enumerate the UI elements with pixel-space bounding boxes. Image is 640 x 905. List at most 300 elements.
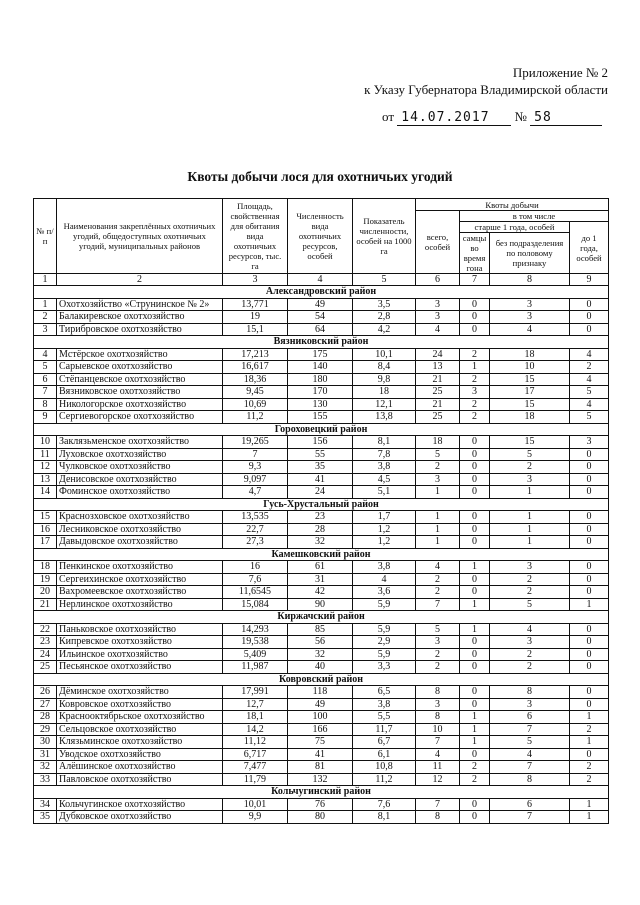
col-area-header: Площадь, свойственная для обитания вида охотничьих ресурсов, тыс. га xyxy=(223,199,288,274)
quota-young: 0 xyxy=(570,561,609,574)
table-row xyxy=(34,661,609,674)
quota-young: 2 xyxy=(570,773,609,786)
quota-table xyxy=(33,198,609,824)
quota-total: 4 xyxy=(416,561,460,574)
quota-males: 0 xyxy=(460,811,490,824)
row-num: 29 xyxy=(34,723,57,736)
area-value: 6,717 xyxy=(223,748,288,761)
quota-young: 0 xyxy=(570,473,609,486)
area-value: 9,097 xyxy=(223,473,288,486)
quota-total: 7 xyxy=(416,798,460,811)
row-num: 20 xyxy=(34,586,57,599)
area-value: 14,293 xyxy=(223,623,288,636)
quota-males: 0 xyxy=(460,698,490,711)
count-value: 85 xyxy=(288,623,353,636)
hunting-ground-name: Павловское охотхозяйство xyxy=(57,773,223,786)
area-value: 11,987 xyxy=(223,661,288,674)
quota-total: 3 xyxy=(416,473,460,486)
hunting-ground-name: Денисовское охотхозяйство xyxy=(57,473,223,486)
hunting-ground-name: Уводское охотхозяйство xyxy=(57,748,223,761)
table-row xyxy=(34,686,609,699)
quota-nodiv: 8 xyxy=(490,773,570,786)
quota-males: 1 xyxy=(460,623,490,636)
hunting-ground-name: Давыдовское охотхозяйство xyxy=(57,536,223,549)
density-value: 13,8 xyxy=(353,411,416,424)
density-value: 5,9 xyxy=(353,648,416,661)
district-row xyxy=(34,423,609,436)
hunting-ground-name: Песьянское охотхозяйство xyxy=(57,661,223,674)
quota-young: 0 xyxy=(570,511,609,524)
hunting-ground-name: Ильинское охотхозяйство xyxy=(57,648,223,661)
density-value: 5,5 xyxy=(353,711,416,724)
area-value: 10,69 xyxy=(223,398,288,411)
quota-nodiv: 5 xyxy=(490,448,570,461)
table-row xyxy=(34,648,609,661)
quota-young: 0 xyxy=(570,573,609,586)
count-value: 40 xyxy=(288,661,353,674)
quota-males: 0 xyxy=(460,511,490,524)
table-row xyxy=(34,723,609,736)
density-value: 2,8 xyxy=(353,311,416,324)
area-value: 17,213 xyxy=(223,348,288,361)
count-value: 180 xyxy=(288,373,353,386)
table-row xyxy=(34,511,609,524)
quota-nodiv: 2 xyxy=(490,648,570,661)
quota-young: 0 xyxy=(570,486,609,499)
count-value: 55 xyxy=(288,448,353,461)
quota-nodiv: 10 xyxy=(490,361,570,374)
count-value: 81 xyxy=(288,761,353,774)
table-row xyxy=(34,386,609,399)
row-num: 11 xyxy=(34,448,57,461)
area-value: 13,771 xyxy=(223,298,288,311)
density-value: 3,5 xyxy=(353,298,416,311)
area-value: 19,538 xyxy=(223,636,288,649)
quota-young: 0 xyxy=(570,686,609,699)
quota-young: 0 xyxy=(570,636,609,649)
count-value: 132 xyxy=(288,773,353,786)
hunting-ground-name: Сельцовское охотхозяйство xyxy=(57,723,223,736)
col-count-header: Численность вида охотничьих ресурсов, особей xyxy=(288,199,353,274)
quota-males: 2 xyxy=(460,373,490,386)
hunting-ground-name: Краснозховское охотхозяйство xyxy=(57,511,223,524)
count-value: 156 xyxy=(288,436,353,449)
table-row xyxy=(34,523,609,536)
area-value: 15,1 xyxy=(223,323,288,336)
row-num: 28 xyxy=(34,711,57,724)
table-row xyxy=(34,586,609,599)
area-value: 14,2 xyxy=(223,723,288,736)
table-row xyxy=(34,323,609,336)
quota-nodiv: 8 xyxy=(490,686,570,699)
index-cell: 1 xyxy=(34,274,57,286)
quota-males: 0 xyxy=(460,486,490,499)
count-value: 118 xyxy=(288,686,353,699)
table-row xyxy=(34,461,609,474)
table-row xyxy=(34,623,609,636)
row-num: 32 xyxy=(34,761,57,774)
hunting-ground-name: Охотхозяйство «Струнинское № 2» xyxy=(57,298,223,311)
district-name: Александровский район xyxy=(34,286,609,299)
density-value: 2,9 xyxy=(353,636,416,649)
quota-total: 4 xyxy=(416,323,460,336)
hunting-ground-name: Тирибровское охотхозяйство xyxy=(57,323,223,336)
quota-nodiv: 5 xyxy=(490,598,570,611)
quota-total: 2 xyxy=(416,661,460,674)
row-num: 15 xyxy=(34,511,57,524)
quota-nodiv: 3 xyxy=(490,311,570,324)
quota-total: 1 xyxy=(416,523,460,536)
quota-young: 2 xyxy=(570,761,609,774)
quota-nodiv: 18 xyxy=(490,348,570,361)
table-row xyxy=(34,298,609,311)
quota-males: 1 xyxy=(460,736,490,749)
count-value: 32 xyxy=(288,648,353,661)
area-value: 9,9 xyxy=(223,811,288,824)
quota-total: 1 xyxy=(416,486,460,499)
district-name: Гусь-Хрустальный район xyxy=(34,498,609,511)
quota-males: 1 xyxy=(460,723,490,736)
quota-nodiv: 3 xyxy=(490,473,570,486)
quota-nodiv: 1 xyxy=(490,511,570,524)
decree-date-line xyxy=(382,109,602,126)
table-row xyxy=(34,561,609,574)
index-cell: 7 xyxy=(460,274,490,286)
index-cell: 2 xyxy=(57,274,223,286)
hunting-ground-name: Сергиевогорское охотхозяйство xyxy=(57,411,223,424)
area-value: 27,3 xyxy=(223,536,288,549)
quota-nodiv: 4 xyxy=(490,748,570,761)
decree-number: 58 xyxy=(530,110,602,126)
quota-males: 0 xyxy=(460,436,490,449)
quota-nodiv: 2 xyxy=(490,461,570,474)
area-value: 11,2 xyxy=(223,411,288,424)
quota-males: 3 xyxy=(460,386,490,399)
hunting-ground-name: Сергеихинское охотхозяйство xyxy=(57,573,223,586)
area-value: 18,1 xyxy=(223,711,288,724)
quota-nodiv: 7 xyxy=(490,723,570,736)
district-name: Камешковский район xyxy=(34,548,609,561)
quota-young: 0 xyxy=(570,311,609,324)
quota-total: 5 xyxy=(416,623,460,636)
quota-total: 8 xyxy=(416,711,460,724)
count-value: 80 xyxy=(288,811,353,824)
hunting-ground-name: Вахромеевское охотхозяйство xyxy=(57,586,223,599)
hunting-ground-name: Дубковское охотхозяйство xyxy=(57,811,223,824)
row-num: 16 xyxy=(34,523,57,536)
row-num: 26 xyxy=(34,686,57,699)
count-value: 49 xyxy=(288,698,353,711)
density-value: 3,3 xyxy=(353,661,416,674)
area-value: 10,01 xyxy=(223,798,288,811)
quota-males: 1 xyxy=(460,361,490,374)
table-row xyxy=(34,486,609,499)
quota-young: 0 xyxy=(570,448,609,461)
quota-total: 1 xyxy=(416,536,460,549)
quota-young: 0 xyxy=(570,298,609,311)
quota-nodiv: 7 xyxy=(490,761,570,774)
area-value: 7 xyxy=(223,448,288,461)
quota-nodiv: 6 xyxy=(490,711,570,724)
quota-nodiv: 4 xyxy=(490,623,570,636)
count-value: 170 xyxy=(288,386,353,399)
count-value: 155 xyxy=(288,411,353,424)
density-value: 4,5 xyxy=(353,473,416,486)
hunting-ground-name: Чулковское охотхозяйство xyxy=(57,461,223,474)
row-num: 2 xyxy=(34,311,57,324)
hunting-ground-name: Сарыевское охотхозяйство xyxy=(57,361,223,374)
count-value: 54 xyxy=(288,311,353,324)
quota-nodiv: 15 xyxy=(490,373,570,386)
quota-nodiv: 3 xyxy=(490,698,570,711)
area-value: 11,79 xyxy=(223,773,288,786)
row-num: 8 xyxy=(34,398,57,411)
row-num: 1 xyxy=(34,298,57,311)
area-value: 11,12 xyxy=(223,736,288,749)
district-name: Киржачский район xyxy=(34,611,609,624)
quota-males: 0 xyxy=(460,461,490,474)
quota-nodiv: 7 xyxy=(490,811,570,824)
table-row xyxy=(34,798,609,811)
hunting-ground-name: Балакиревское охотхозяйство xyxy=(57,311,223,324)
table-row xyxy=(34,411,609,424)
quota-males: 0 xyxy=(460,298,490,311)
count-value: 75 xyxy=(288,736,353,749)
quota-nodiv: 15 xyxy=(490,398,570,411)
area-value: 5,409 xyxy=(223,648,288,661)
hunting-ground-name: Пенкинское охотхозяйство xyxy=(57,561,223,574)
decree-date: 14.07.2017 xyxy=(397,110,511,126)
quota-males: 0 xyxy=(460,523,490,536)
number-prefix: № xyxy=(514,109,527,124)
quota-nodiv: 2 xyxy=(490,661,570,674)
document-header xyxy=(364,64,608,98)
quota-total: 7 xyxy=(416,736,460,749)
quota-males: 0 xyxy=(460,686,490,699)
quota-males: 1 xyxy=(460,598,490,611)
quota-nodiv: 4 xyxy=(490,323,570,336)
quota-nodiv: 15 xyxy=(490,436,570,449)
quota-nodiv: 3 xyxy=(490,636,570,649)
index-cell: 6 xyxy=(416,274,460,286)
area-value: 15,084 xyxy=(223,598,288,611)
count-value: 49 xyxy=(288,298,353,311)
row-num: 4 xyxy=(34,348,57,361)
density-value: 7,6 xyxy=(353,798,416,811)
quota-nodiv: 18 xyxy=(490,411,570,424)
area-value: 17,991 xyxy=(223,686,288,699)
density-value: 5,9 xyxy=(353,623,416,636)
count-value: 41 xyxy=(288,473,353,486)
quota-males: 2 xyxy=(460,398,490,411)
area-value: 9,3 xyxy=(223,461,288,474)
row-num: 21 xyxy=(34,598,57,611)
table-row xyxy=(34,811,609,824)
district-name: Кольчугинский район xyxy=(34,786,609,799)
count-value: 175 xyxy=(288,348,353,361)
quota-total: 8 xyxy=(416,686,460,699)
quota-young: 2 xyxy=(570,723,609,736)
quota-young: 0 xyxy=(570,523,609,536)
area-value: 7,6 xyxy=(223,573,288,586)
count-value: 100 xyxy=(288,711,353,724)
quota-nodiv: 5 xyxy=(490,736,570,749)
hunting-ground-name: Кольчугинское охотхозяйство xyxy=(57,798,223,811)
quota-young: 1 xyxy=(570,711,609,724)
quota-young: 5 xyxy=(570,386,609,399)
appendix-label: Приложение № 2 xyxy=(512,65,608,80)
date-prefix: от xyxy=(382,109,395,124)
hunting-ground-name: Луховское охотхозяйство xyxy=(57,448,223,461)
density-value: 8,1 xyxy=(353,436,416,449)
index-cell: 9 xyxy=(570,274,609,286)
quota-males: 0 xyxy=(460,473,490,486)
quota-young: 0 xyxy=(570,461,609,474)
quota-males: 0 xyxy=(460,311,490,324)
district-name: Ковровский район xyxy=(34,673,609,686)
density-value: 3,8 xyxy=(353,561,416,574)
row-num: 5 xyxy=(34,361,57,374)
quota-males: 0 xyxy=(460,661,490,674)
quota-young: 1 xyxy=(570,798,609,811)
quota-young: 4 xyxy=(570,348,609,361)
row-num: 12 xyxy=(34,461,57,474)
row-num: 17 xyxy=(34,536,57,549)
hunting-ground-name: Заклязьменское охотхозяйство xyxy=(57,436,223,449)
table-row xyxy=(34,698,609,711)
district-row xyxy=(34,673,609,686)
hunting-ground-name: Стёпанцевское охотхозяйство xyxy=(57,373,223,386)
count-value: 130 xyxy=(288,398,353,411)
row-num: 30 xyxy=(34,736,57,749)
density-value: 11,2 xyxy=(353,773,416,786)
area-value: 16 xyxy=(223,561,288,574)
hunting-ground-name: Лесниковское охотхозяйство xyxy=(57,523,223,536)
quota-total: 7 xyxy=(416,598,460,611)
quota-males: 0 xyxy=(460,536,490,549)
quota-total: 2 xyxy=(416,648,460,661)
area-value: 16,617 xyxy=(223,361,288,374)
quota-males: 2 xyxy=(460,773,490,786)
row-num: 24 xyxy=(34,648,57,661)
hunting-ground-name: Ковровское охотхозяйство xyxy=(57,698,223,711)
density-value: 1,7 xyxy=(353,511,416,524)
density-value: 10,8 xyxy=(353,761,416,774)
row-num: 6 xyxy=(34,373,57,386)
density-value: 8,1 xyxy=(353,811,416,824)
district-row xyxy=(34,498,609,511)
quota-total: 3 xyxy=(416,636,460,649)
quota-young: 4 xyxy=(570,373,609,386)
quota-young: 0 xyxy=(570,748,609,761)
column-index-row xyxy=(34,274,609,286)
count-value: 42 xyxy=(288,586,353,599)
count-value: 166 xyxy=(288,723,353,736)
count-value: 28 xyxy=(288,523,353,536)
col-older-header: старше 1 года, особей xyxy=(460,222,570,233)
quota-males: 2 xyxy=(460,348,490,361)
quota-table-body xyxy=(34,286,609,824)
count-value: 32 xyxy=(288,536,353,549)
density-value: 6,5 xyxy=(353,686,416,699)
col-incl-header: в том числе xyxy=(460,211,609,222)
table-row xyxy=(34,348,609,361)
row-num: 25 xyxy=(34,661,57,674)
area-value: 7,477 xyxy=(223,761,288,774)
quota-young: 2 xyxy=(570,361,609,374)
quota-young: 4 xyxy=(570,398,609,411)
table-row xyxy=(34,436,609,449)
quota-nodiv: 3 xyxy=(490,561,570,574)
density-value: 5,9 xyxy=(353,598,416,611)
hunting-ground-name: Клязьминское охотхозяйство xyxy=(57,736,223,749)
quota-nodiv: 2 xyxy=(490,586,570,599)
area-value: 22,7 xyxy=(223,523,288,536)
hunting-ground-name: Дёминское охотхозяйство xyxy=(57,686,223,699)
quota-nodiv: 1 xyxy=(490,536,570,549)
quota-total: 3 xyxy=(416,698,460,711)
quota-males: 0 xyxy=(460,636,490,649)
quota-young: 0 xyxy=(570,323,609,336)
index-cell: 3 xyxy=(223,274,288,286)
row-num: 7 xyxy=(34,386,57,399)
quota-young: 0 xyxy=(570,648,609,661)
count-value: 56 xyxy=(288,636,353,649)
row-num: 9 xyxy=(34,411,57,424)
decree-label: к Указу Губернатора Владимирской области xyxy=(364,82,608,97)
quota-total: 8 xyxy=(416,811,460,824)
density-value: 3,8 xyxy=(353,698,416,711)
count-value: 76 xyxy=(288,798,353,811)
table-row xyxy=(34,398,609,411)
density-value: 4,2 xyxy=(353,323,416,336)
quota-total: 10 xyxy=(416,723,460,736)
table-row xyxy=(34,373,609,386)
count-value: 64 xyxy=(288,323,353,336)
density-value: 1,2 xyxy=(353,536,416,549)
quota-total: 2 xyxy=(416,461,460,474)
density-value: 8,4 xyxy=(353,361,416,374)
district-name: Вязниковский район xyxy=(34,336,609,349)
count-value: 24 xyxy=(288,486,353,499)
count-value: 41 xyxy=(288,748,353,761)
count-value: 31 xyxy=(288,573,353,586)
district-row xyxy=(34,286,609,299)
quota-males: 2 xyxy=(460,411,490,424)
quota-young: 1 xyxy=(570,598,609,611)
density-value: 7,8 xyxy=(353,448,416,461)
quota-males: 1 xyxy=(460,711,490,724)
quota-nodiv: 1 xyxy=(490,486,570,499)
hunting-ground-name: Вязниковское охотхозяйство xyxy=(57,386,223,399)
row-num: 27 xyxy=(34,698,57,711)
quota-total: 13 xyxy=(416,361,460,374)
area-value: 13,535 xyxy=(223,511,288,524)
quota-males: 0 xyxy=(460,573,490,586)
area-value: 4,7 xyxy=(223,486,288,499)
col-young-header: до 1 года, особей xyxy=(570,222,609,274)
quota-nodiv: 2 xyxy=(490,573,570,586)
quota-total: 3 xyxy=(416,298,460,311)
count-value: 90 xyxy=(288,598,353,611)
row-num: 22 xyxy=(34,623,57,636)
quota-total: 11 xyxy=(416,761,460,774)
density-value: 6,1 xyxy=(353,748,416,761)
table-row xyxy=(34,311,609,324)
col-num-header: № п/п xyxy=(34,199,57,274)
quota-males: 2 xyxy=(460,761,490,774)
hunting-ground-name: Фоминское охотхозяйство xyxy=(57,486,223,499)
